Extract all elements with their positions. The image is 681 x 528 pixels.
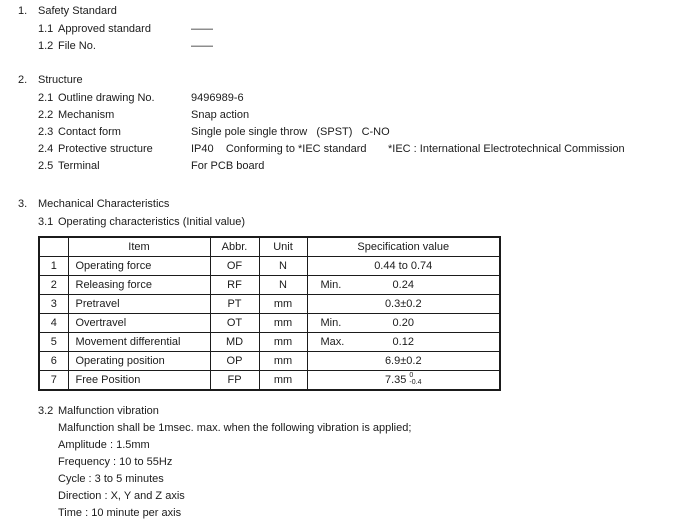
item-2-4-value: IP40 Conforming to *IEC standard	[191, 143, 367, 155]
item-2-2-value: Snap action	[191, 109, 250, 121]
cell-spec	[307, 295, 500, 314]
spec-qualifier: Max.	[320, 336, 345, 348]
spec-qualifier: Min.	[320, 317, 342, 329]
item-2-2-label: Mechanism	[58, 109, 115, 121]
cell-item: Overtravel	[68, 314, 210, 333]
cell-item: Pretravel	[68, 295, 210, 314]
item-1-1-label: Approved standard	[58, 23, 151, 35]
item-2-2-number: 2.2	[38, 109, 54, 121]
cell-spec	[307, 314, 500, 333]
cell-item: Releasing force	[68, 276, 210, 295]
item-1-1-number: 1.1	[38, 23, 54, 35]
table-row	[39, 333, 500, 352]
cell-unit: mm	[259, 333, 307, 352]
cell-item: Operating force	[68, 257, 210, 276]
cell-spec	[307, 276, 500, 295]
cell-unit: mm	[259, 295, 307, 314]
cell-abbr: OT	[210, 314, 259, 333]
item-2-4-number: 2.4	[38, 143, 54, 155]
cell-row-number: 6	[39, 352, 68, 371]
cell-row-number: 4	[39, 314, 68, 333]
item-2-5-number: 2.5	[38, 160, 54, 172]
header-item: Item	[68, 237, 210, 257]
header-row-number	[39, 237, 68, 257]
vibration-time-line: Time : 10 minute per axis	[58, 507, 182, 519]
item-2-3-number: 2.3	[38, 126, 54, 138]
cell-unit: mm	[259, 352, 307, 371]
cell-spec	[307, 333, 500, 352]
vibration-direction-line: Direction : X, Y and Z axis	[58, 490, 185, 502]
cell-item: Free Position	[68, 371, 210, 391]
cell-item: Operating position	[68, 352, 210, 371]
cell-spec	[307, 257, 500, 276]
item-2-1-number: 2.1	[38, 92, 54, 104]
table-row	[39, 276, 500, 295]
section-3-2-number: 3.2	[38, 405, 54, 417]
item-1-2-number: 1.2	[38, 40, 54, 52]
section-2-title: Structure	[38, 74, 83, 86]
section-3-title: Mechanical Characteristics	[38, 198, 170, 210]
cell-abbr: RF	[210, 276, 259, 295]
spec-value: 6.9±0.2	[384, 355, 422, 367]
vibration-amplitude-line: Amplitude : 1.5mm	[58, 439, 150, 451]
spec-tolerance	[409, 372, 421, 386]
cell-abbr: FP	[210, 371, 259, 391]
header-unit: Unit	[259, 237, 307, 257]
vibration-condition-line: Malfunction shall be 1msec. max. when the following vibration is applied;	[58, 422, 412, 434]
cell-unit: N	[259, 276, 307, 295]
spec-value: 0.3±0.2	[384, 298, 422, 310]
table-header-row	[39, 237, 500, 257]
cell-row-number: 7	[39, 371, 68, 391]
table-row	[39, 257, 500, 276]
spec-value: 0.12	[392, 336, 414, 348]
cell-unit: mm	[259, 371, 307, 391]
vibration-cycle-line: Cycle : 3 to 5 minutes	[58, 473, 164, 485]
cell-abbr: OF	[210, 257, 259, 276]
section-1-number: 1.	[18, 5, 28, 17]
cell-spec	[307, 352, 500, 371]
item-2-3-label: Contact form	[58, 126, 121, 138]
vibration-frequency-line: Frequency : 10 to 55Hz	[58, 456, 173, 468]
operating-characteristics-table	[38, 236, 501, 391]
table-row	[39, 314, 500, 333]
cell-abbr: OP	[210, 352, 259, 371]
table-row	[39, 371, 500, 391]
item-2-4-note: *IEC : International Electrotechnical Commission	[388, 143, 625, 155]
spec-value: 7.35	[385, 373, 407, 386]
item-1-2-label: File No.	[58, 40, 96, 52]
cell-row-number: 1	[39, 257, 68, 276]
section-2-number: 2.	[18, 74, 28, 86]
cell-abbr: PT	[210, 295, 259, 314]
section-1-title: Safety Standard	[38, 5, 117, 17]
tolerance-upper: 0	[409, 372, 414, 379]
tolerance-lower: -0.4	[409, 379, 422, 386]
item-2-3-value: Single pole single throw (SPST) C-NO	[191, 126, 390, 138]
cell-abbr: MD	[210, 333, 259, 352]
table-row	[39, 352, 500, 371]
cell-item: Movement differential	[68, 333, 210, 352]
cell-row-number: 5	[39, 333, 68, 352]
item-2-4-label: Protective structure	[58, 143, 153, 155]
header-spec: Specification value	[307, 237, 500, 257]
cell-spec	[307, 371, 500, 391]
spec-value: 0.44 to 0.74	[374, 260, 433, 272]
section-3-2-title: Malfunction vibration	[58, 405, 159, 417]
item-2-1-value: 9496989-6	[191, 92, 244, 104]
item-2-5-value: For PCB board	[191, 160, 265, 172]
header-abbr: Abbr.	[210, 237, 259, 257]
cell-unit: N	[259, 257, 307, 276]
item-1-2-value: ——	[191, 40, 213, 52]
item-2-1-label: Outline drawing No.	[58, 92, 155, 104]
section-3-1-number: 3.1	[38, 216, 54, 228]
spec-value: 0.24	[392, 279, 414, 291]
item-1-1-value: ——	[191, 23, 213, 35]
item-2-5-label: Terminal	[58, 160, 100, 172]
spec-qualifier: Min.	[320, 279, 342, 291]
cell-row-number: 2	[39, 276, 68, 295]
spec-value: 0.20	[392, 317, 414, 329]
cell-unit: mm	[259, 314, 307, 333]
section-3-1-title: Operating characteristics (Initial value)	[58, 216, 246, 228]
cell-row-number: 3	[39, 295, 68, 314]
section-3-number: 3.	[18, 198, 28, 210]
table-row	[39, 295, 500, 314]
